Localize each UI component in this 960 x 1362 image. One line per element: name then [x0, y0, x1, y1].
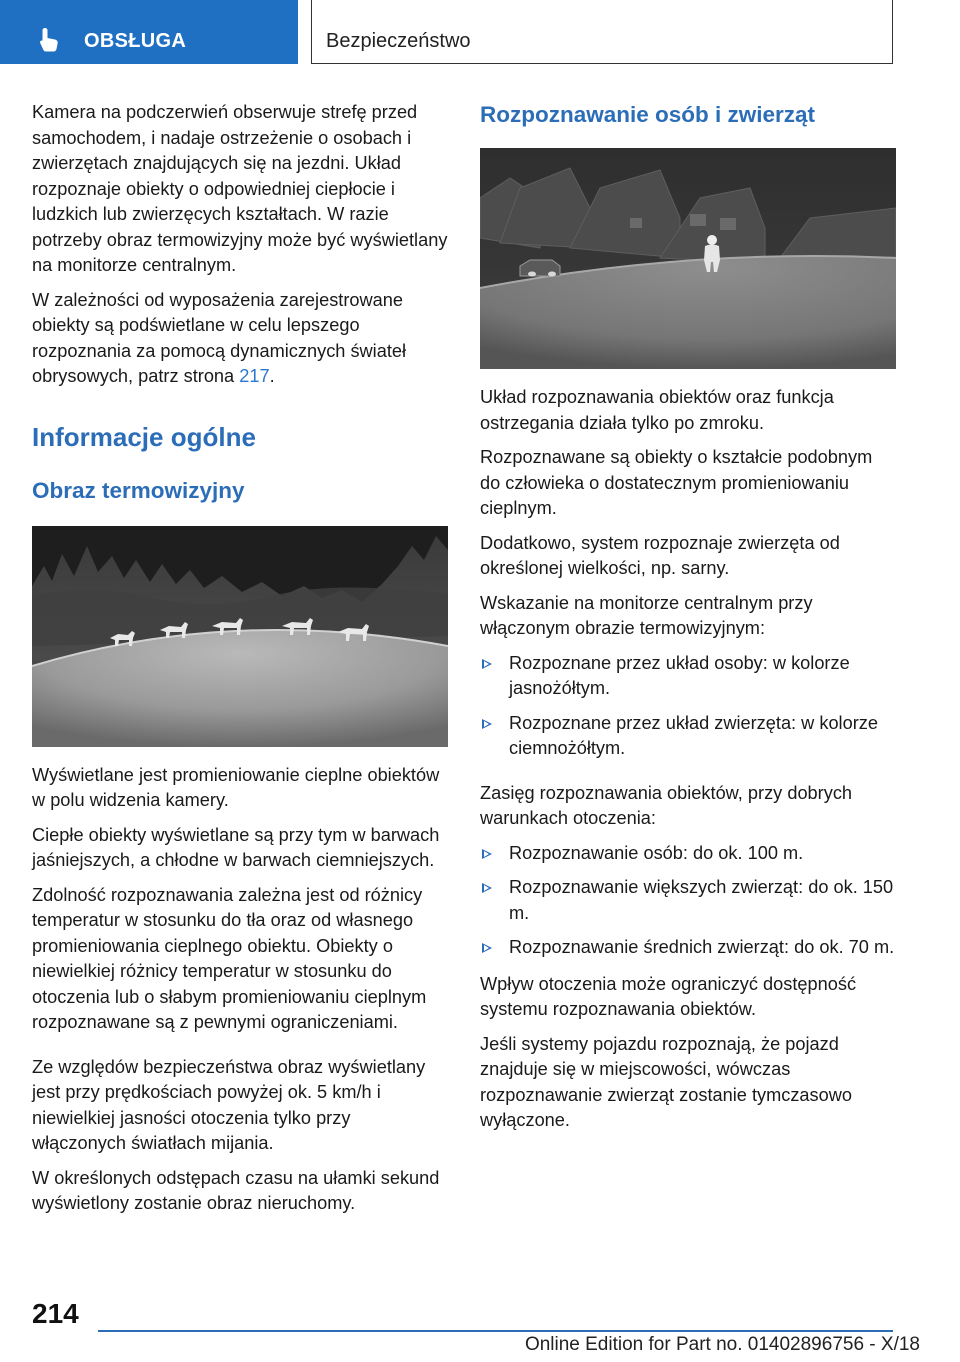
footer-edition: Online Edition for Part no. 01402896756 - X/18	[524, 1334, 920, 1355]
dynamic-light-paragraph	[32, 288, 448, 390]
list-item: Rozpoznane przez układ osoby: w kolorze jasnożółtym.	[480, 651, 896, 702]
page-link-217[interactable]: 217	[239, 366, 270, 386]
thermal-paragraph-2: Ciepłe obiekty wyświetlane są przy tym w barwach jaśniejszych, a chłodne w barwach ciemniejszych.	[32, 824, 440, 870]
thermal-image-pedestrian	[480, 148, 896, 369]
section-title: Bezpieczeństwo	[326, 30, 471, 52]
hand-pointer-icon	[36, 26, 64, 54]
triangle-bullet-icon	[482, 719, 492, 729]
detection-paragraph-5: Wpływ otoczenia może ograniczyć dostępność systemu rozpoznawania obiektów.	[480, 973, 857, 1019]
list-item: Rozpoznane przez układ zwierzęta: w kolorze ciemnożółtym.	[480, 711, 896, 762]
triangle-bullet-icon	[482, 849, 492, 859]
detection-paragraph-4: Wskazanie na monitorze centralnym przy włączonym obrazie termowizyjnym:	[480, 592, 813, 638]
detection-paragraph-2: Rozpoznawane są obiekty o kształcie podobnym do człowieka o dostatecznym promieniowaniu cieplnym.	[480, 447, 873, 518]
thermal-paragraph-3: Zdolność rozpoznawania zależna jest od różnicy temperatur w stosunku do tła oraz od własnego promieniowania cieplnego obiektu. Obiekty o niewielkiej różnicy temperatur w stosunku do otoczenia lub o słabym promieniowaniu cieplnym rozpoznawane są z pewnymi ograniczeniami.	[32, 884, 427, 1032]
detection-paragraph-1: Układ rozpoznawania obiektów oraz funkcja ostrzegania działa tylko po zmroku.	[480, 387, 834, 433]
range-bullet-list	[480, 841, 896, 961]
footer-divider	[98, 1330, 893, 1332]
page-number: 214	[32, 1298, 79, 1329]
display-bullet-list	[480, 651, 896, 762]
triangle-bullet-icon	[482, 883, 492, 893]
chapter-label: OBSŁUGA	[84, 30, 187, 52]
right-column	[480, 100, 896, 1143]
dynamic-light-text: W zależności od wyposażenia zarejestrowane obiekty są podświetlane w celu lepszego rozpoznania za pomocą dynamicznych świateł obrysowych, patrz strona	[32, 289, 407, 386]
list-item: Rozpoznawanie większych zwierząt: do ok. 150 m.	[480, 875, 896, 926]
dynamic-light-end: .	[269, 366, 275, 386]
heading-person-animal-detection: Rozpoznawanie osób i zwierząt	[480, 102, 816, 127]
intro-paragraph: Kamera na podczerwień obserwuje strefę przed samochodem, i nadaje ostrzeżenie o osobach i zwierzętach znajdujących się na jezdni. Układ rozpoznaje obiekty o odpowiedniej ciepłocie i ludzkich lub zwierzęcych kształtach. W razie potrzeby obraz termowizyjny może być wyświetlany na monitorze centralnym.	[32, 102, 448, 275]
triangle-bullet-icon	[482, 659, 492, 669]
safety-paragraph-2: W określonych odstępach czasu na ułamki sekund wyświetlony zostanie obraz nieruchomy.	[32, 1167, 440, 1213]
thermal-paragraph-1: Wyświetlane jest promieniowanie cieplne obiektów w polu widzenia kamery.	[32, 764, 440, 810]
list-item: Rozpoznawanie średnich zwierząt: do ok. 70 m.	[480, 935, 896, 961]
section-header	[311, 0, 893, 64]
header-chapter-tab[interactable]	[0, 0, 298, 64]
detection-paragraph-6: Jeśli systemy pojazdu rozpoznają, że pojazd znajduje się w miejscowości, wówczas rozpoznawanie zwierząt zostanie tymczasowo wyłączone.	[480, 1033, 853, 1130]
list-item: Rozpoznawanie osób: do ok. 100 m.	[480, 841, 896, 867]
heading-general-info: Informacje ogólne	[32, 421, 256, 452]
thermal-image-animals	[32, 526, 448, 747]
heading-thermal-image: Obraz termowizyjny	[32, 477, 245, 503]
triangle-bullet-icon	[482, 943, 492, 953]
range-intro: Zasięg rozpoznawania obiektów, przy dobrych warunkach otoczenia:	[480, 782, 853, 828]
detection-paragraph-3: Dodatkowo, system rozpoznaje zwierzęta od określonej wielkości, np. sarny.	[480, 532, 840, 578]
left-column	[32, 100, 448, 1226]
safety-paragraph-1: Ze względów bezpieczeństwa obraz wyświetlany jest przy prędkościach powyżej ok. 5 km/h i niewielkiej jasności otoczenia tylko przy włączonych światłach mijania.	[32, 1056, 426, 1153]
